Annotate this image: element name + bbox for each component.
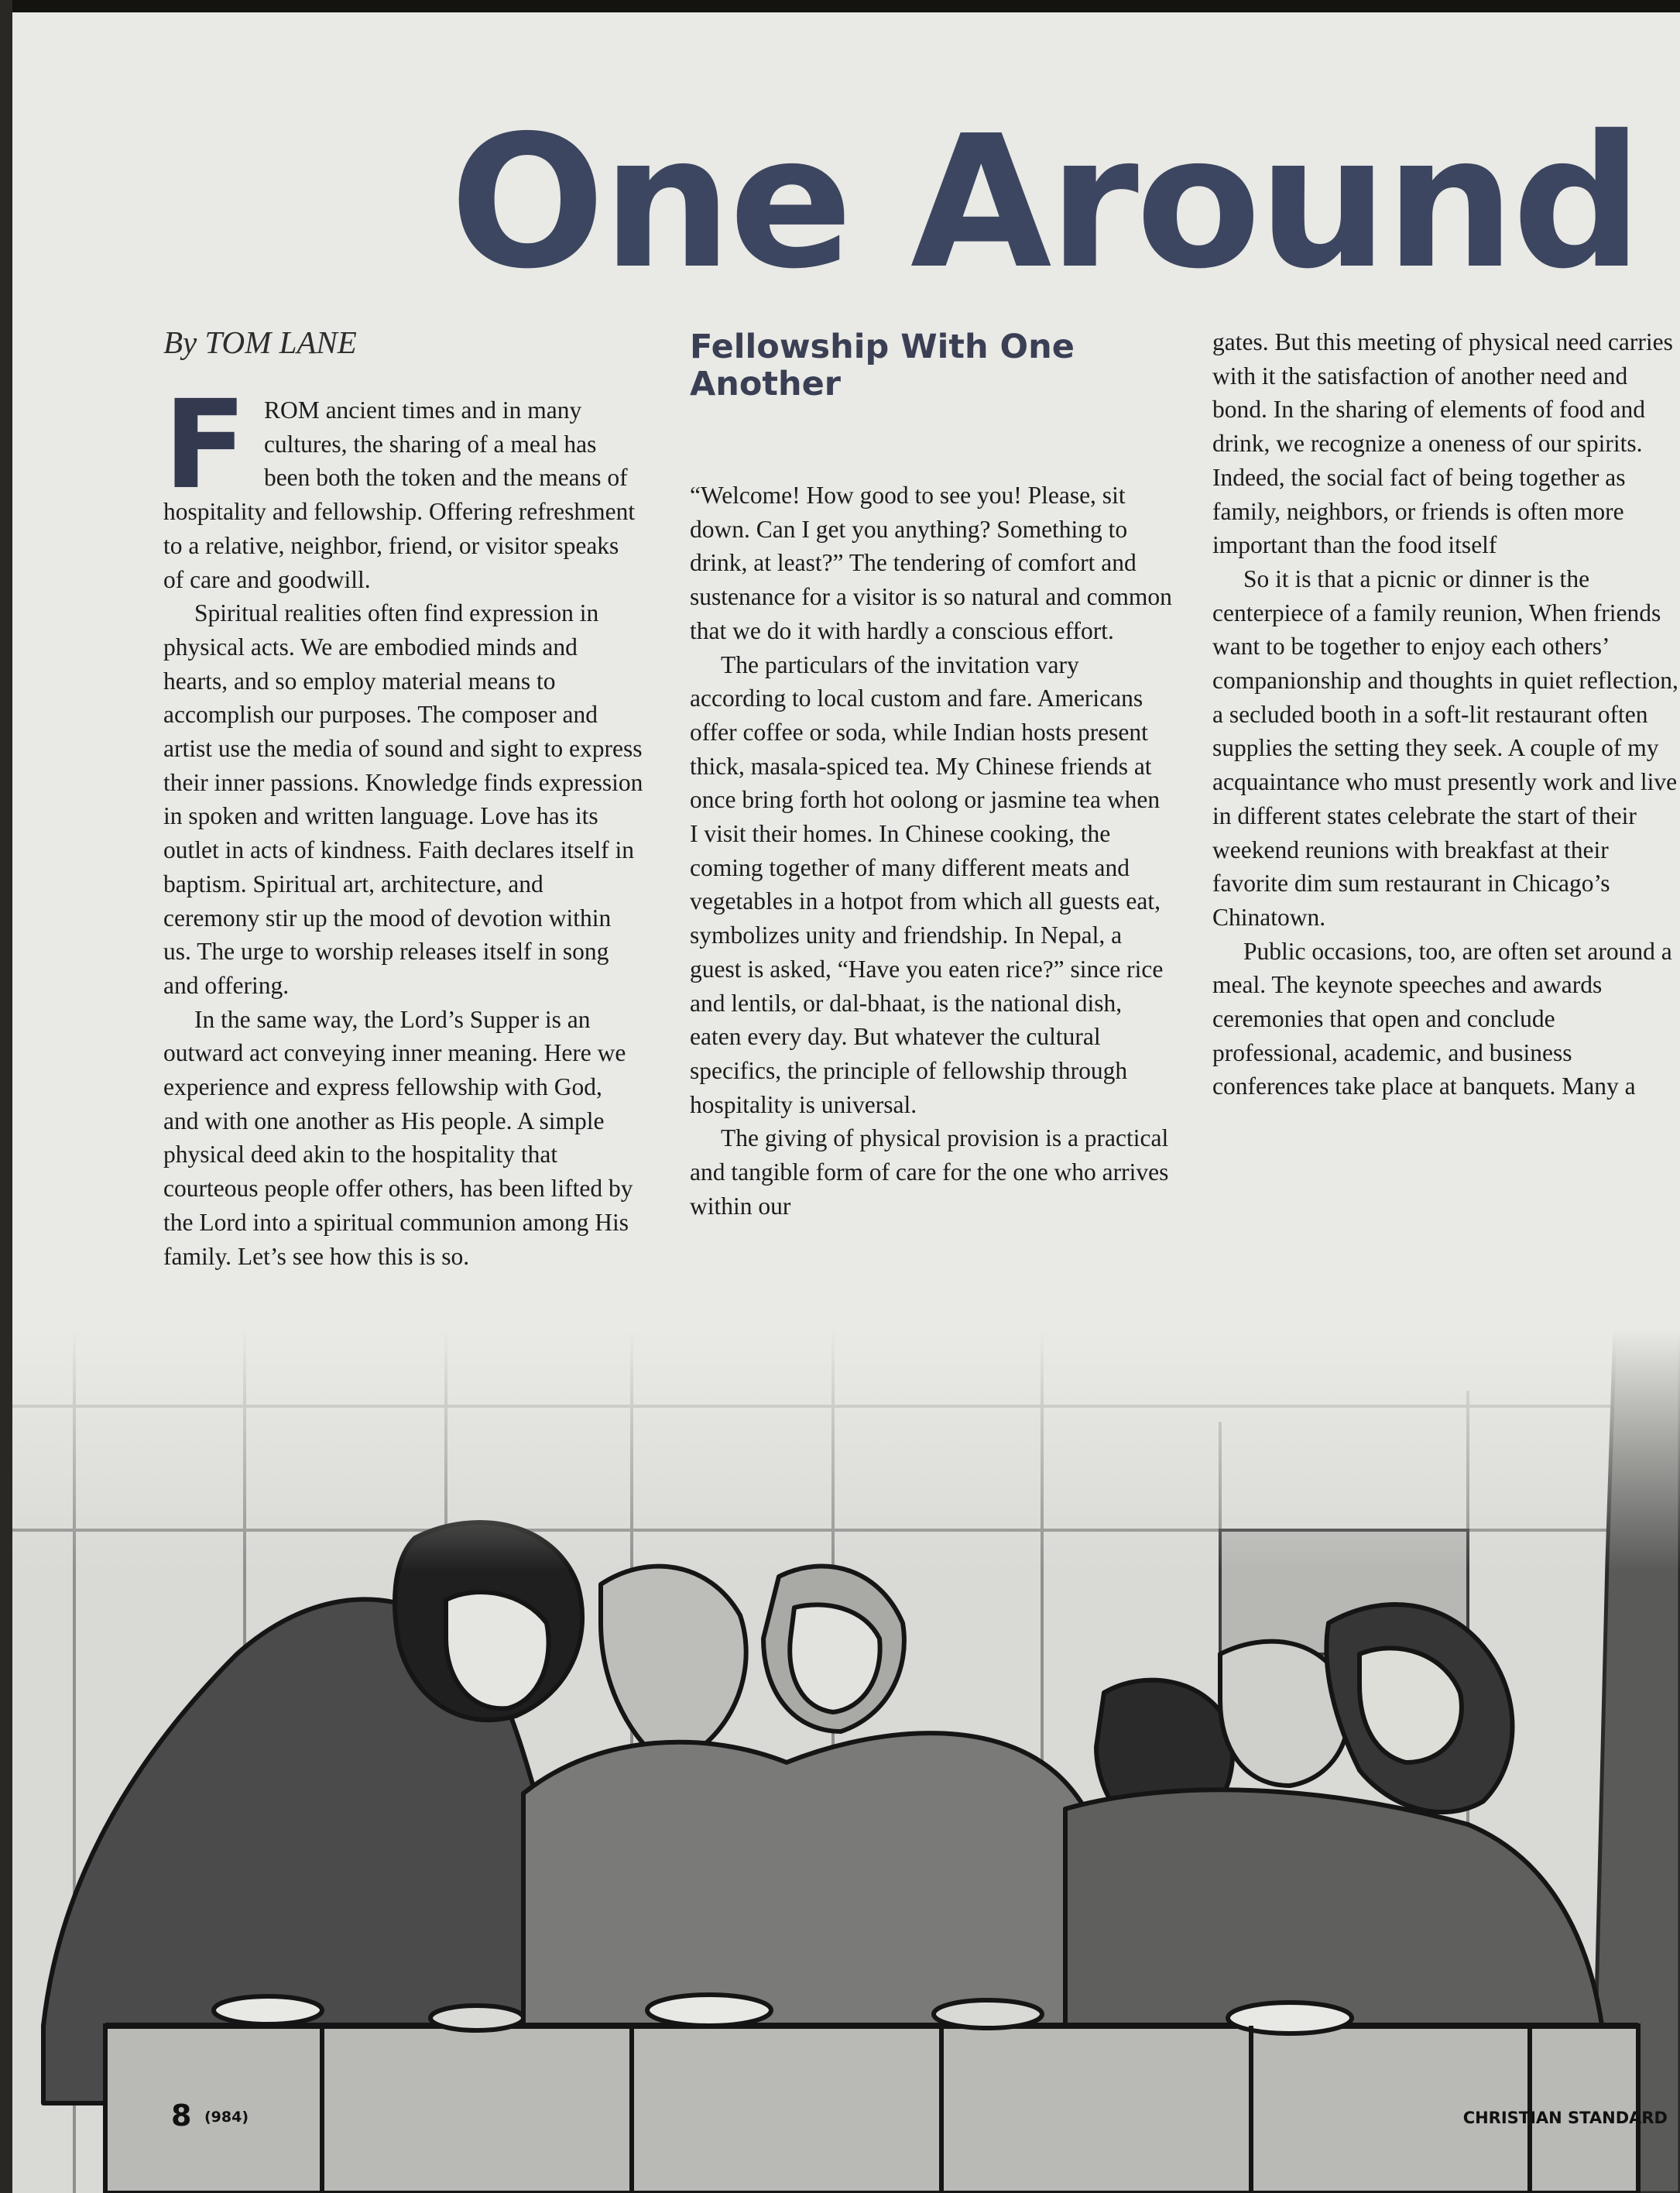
paragraph: The particulars of the invitation vary according to local custom and fare. Americans offer coffee or soda, while Indian hosts present thick, masala-spiced tea. My Chinese friends at once bring forth hot oolong or jasmine tea when I visit their homes. In Chinese cooking, the coming together of many different meats and vegetables in a hotpot from which all guests eat, symbolizes unity and friendship. In Nepal, a guest is asked, “Have you eaten rice?” since rice and lentils, or dal-bhaat, is the national dish, eaten every day. But whatever the cultural specifics, the principle of fellowship through hospitality is universal. bbox=[690, 650, 1164, 1118]
text-column-3 bbox=[1212, 325, 1680, 1103]
magazine-name: CHRISTIAN STANDARD bbox=[1462, 2109, 1668, 2127]
drop-cap: F bbox=[163, 374, 247, 517]
paragraph: Public occasions, too, are often set around a meal. The keynote speeches and awards ceremonies that open and conclude professional, academic, and business conferences take place at banquets. Many a bbox=[1212, 937, 1672, 1100]
paragraph: Spiritual realities often find expression in physical acts. We are embodied minds and hearts, and so employ material means to accomplish our purposes. The composer and artist use the media of sound and sight to express their inner passions. Knowledge finds expression in spoken and written language. Love has its outlet in acts of kindness. Faith declares itself in baptism. Spiritual art, architecture, and ceremony stir up the mood of devotion within us. The urge to worship releases itself in song and offering. bbox=[163, 599, 643, 999]
paragraph bbox=[163, 374, 643, 596]
illustration-fade bbox=[12, 1329, 1680, 2193]
paragraph: In the same way, the Lord’s Supper is an outward act conveying inner meaning. Here we experience and express fellowship with God, and with one another as His people. A simple physical deed akin to the hospitality that courteous people offer others, has been lifted by the Lord into a spiritual communion among His family. Let’s see how this is so. bbox=[163, 1005, 633, 1270]
paragraph: So it is that a picnic or dinner is the centerpiece of a family reunion, When friends want to be together to enjoy each others’ companionship and thoughts in quiet reflection, a secluded booth in a soft-lit restaurant often supplies the setting they seek. A couple of my acquaintance who must presently work and live in different states celebrate the start of their weekend reunions with breakfast at their favorite dim sum restaurant in Chicago’s Chinatown. bbox=[1212, 565, 1678, 931]
illustration-drawing bbox=[12, 1329, 1680, 2193]
scan-left-edge bbox=[0, 0, 12, 2193]
paragraph-text: ROM ancient times and in many cultures, the sharing of a meal has been both the token and the means of hospitality and fellowship. Offering refreshment to a relative, neighbor, friend, or visitor speaks of care and goodwill. bbox=[163, 396, 636, 593]
page-code: (984) bbox=[204, 2109, 249, 2126]
text-column-1 bbox=[163, 374, 643, 1273]
paragraph: The giving of physical provision is a practical and tangible form of care for the one who arrives within our bbox=[690, 1124, 1169, 1220]
scan-top-edge bbox=[0, 0, 1680, 12]
stained-glass-last-supper-illustration bbox=[12, 1329, 1680, 2193]
magazine-page bbox=[12, 12, 1680, 2193]
text-column-2 bbox=[690, 479, 1174, 1223]
byline: By TOM LANE bbox=[163, 324, 357, 360]
paragraph: “Welcome! How good to see you! Please, sit down. Can I get you anything? Something to drink, at least?” The tendering of comfort and sustenance for a visitor is so natural and common that we do it with hardly a conscious effort. bbox=[690, 482, 1172, 644]
paragraph: gates. But this meeting of physical need carries with it the satisfaction of another need and bond. In the sharing of elements of food and drink, we recognize a oneness of our spirits. Indeed, the social fact of being together as family, neighbors, or friends is often more important than the food itself bbox=[1212, 328, 1673, 559]
section-subhead: Fellowship With One Another bbox=[690, 328, 1075, 403]
page-number: 8 bbox=[171, 2099, 192, 2133]
article-headline: One Around bbox=[450, 96, 1640, 309]
